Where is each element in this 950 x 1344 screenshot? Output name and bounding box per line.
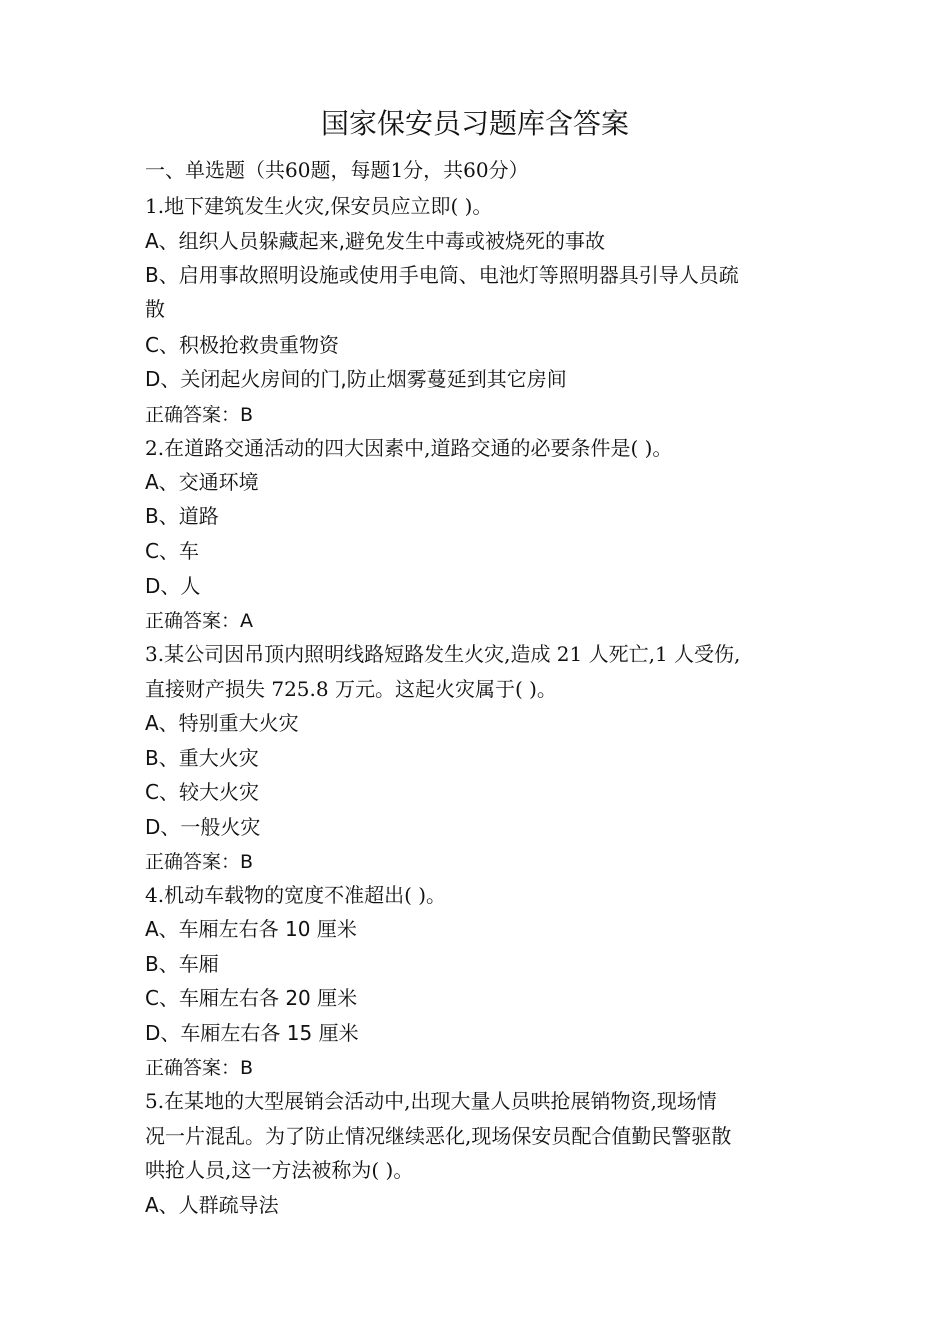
question-2-option-a: A、交通环境	[145, 470, 259, 494]
question-3-option-b: B、重大火灾	[145, 746, 259, 770]
question-3-option-c: C、较大火灾	[145, 780, 259, 804]
question-3-stem: 3.某公司因吊顶内照明线路短路发生火灾,造成 21 人死亡,1 人受伤,	[145, 642, 741, 666]
question-2-option-b: B、道路	[145, 504, 219, 528]
question-4-option-a: A、车厢左右各 10 厘米	[145, 917, 357, 941]
question-2-option-d: D、人	[145, 574, 201, 598]
question-1-option-a: A、组织人员躲藏起来,避免发生中毒或被烧死的事故	[145, 229, 606, 253]
question-4-answer: 正确答案：B	[145, 1057, 254, 1079]
question-3-option-a: A、特别重大火灾	[145, 711, 299, 735]
question-1-option-b-cont: 散	[145, 297, 165, 321]
document-title: 国家保安员习题库含答案	[320, 107, 629, 140]
question-2-stem: 2.在道路交通活动的四大因素中,道路交通的必要条件是( )。	[145, 436, 673, 460]
question-1-option-c: C、积极抢救贵重物资	[145, 333, 339, 357]
question-1-option-d: D、关闭起火房间的门,防止烟雾蔓延到其它房间	[145, 367, 567, 391]
question-3-option-d: D、一般火灾	[145, 815, 261, 839]
question-4-option-b: B、车厢	[145, 952, 219, 976]
question-2-answer: 正确答案：A	[145, 610, 253, 632]
question-5-stem-cont-2: 哄抢人员,这一方法被称为( )。	[145, 1158, 414, 1182]
question-5-option-a: A、人群疏导法	[145, 1193, 279, 1217]
question-4-option-d: D、车厢左右各 15 厘米	[145, 1021, 359, 1045]
section-heading: 一、单选题（共60题，每题1分，共60分）	[145, 158, 529, 182]
question-1-option-b: B、启用事故照明设施或使用手电筒、电池灯等照明器具引导人员疏	[145, 263, 739, 287]
question-4-option-c: C、车厢左右各 20 厘米	[145, 986, 358, 1010]
question-3-stem-cont: 直接财产损失 725.8 万元。这起火灾属于( )。	[145, 677, 557, 701]
question-1-stem: 1.地下建筑发生火灾,保安员应立即( )。	[145, 194, 493, 218]
question-5-stem-cont-1: 况一片混乱。为了防止情况继续恶化,现场保安员配合值勤民警驱散	[145, 1124, 732, 1148]
question-5-stem: 5.在某地的大型展销会活动中,出现大量人员哄抢展销物资,现场情	[145, 1089, 717, 1113]
question-3-answer: 正确答案：B	[145, 851, 254, 873]
question-1-answer: 正确答案：B	[145, 404, 254, 426]
question-4-stem: 4.机动车载物的宽度不准超出( )。	[145, 883, 447, 907]
question-2-option-c: C、车	[145, 539, 199, 563]
